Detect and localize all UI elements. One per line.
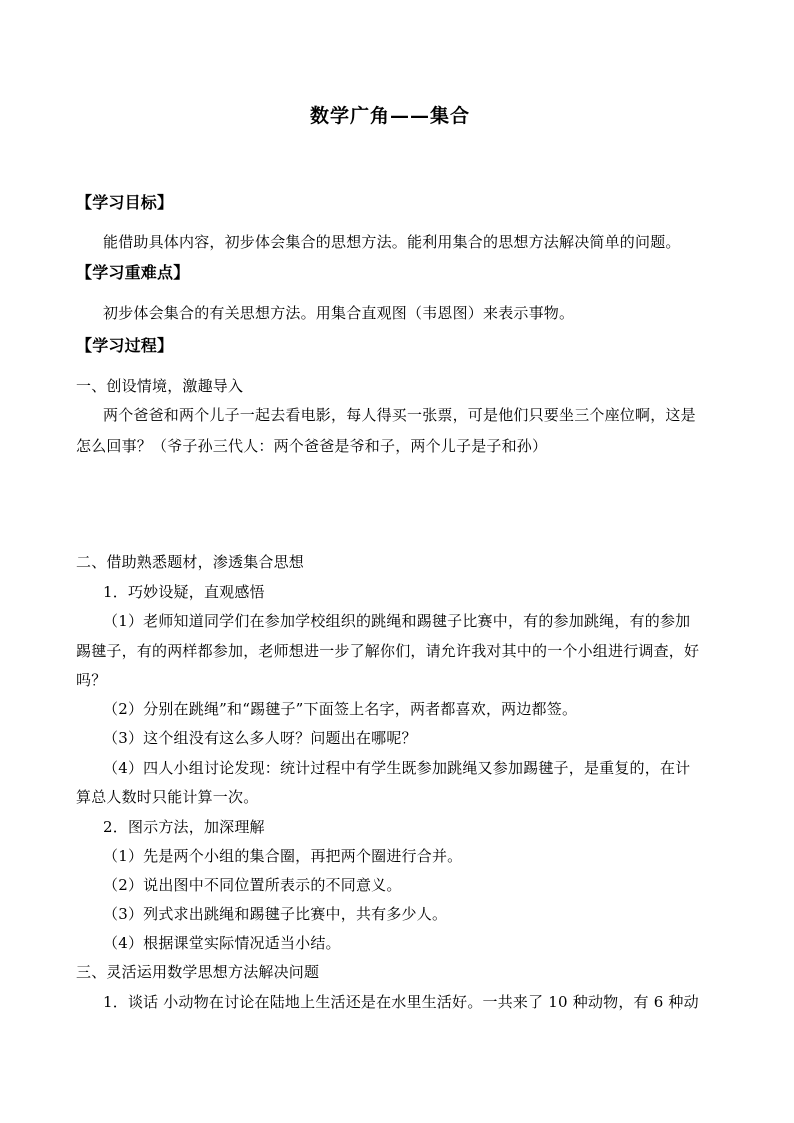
key-points-heading: 【学习重难点】 <box>76 263 190 282</box>
part2-q4: （4）根据课堂实际情况适当小结。 <box>103 934 341 952</box>
part2-p1-line3: 吗？ <box>76 671 107 689</box>
objectives-heading: 【学习目标】 <box>76 193 174 212</box>
part2-q2: （2）说出图中不同位置所表示的不同意义。 <box>103 876 402 894</box>
part2-p1-line2: 踢毽子，有的两样都参加，老师想进一步了解你们，请允许我对其中的一个小组进行调查，好 <box>76 642 700 660</box>
part3-heading: 三、灵活运用数学思想方法解决问题 <box>76 963 320 981</box>
part2-sub2: 2．图示方法，加深理解 <box>103 818 265 836</box>
part2-heading: 二、借助熟悉题材，渗透集合思想 <box>76 553 305 571</box>
page-title: 数学广角——集合 <box>310 105 471 127</box>
key-points-text: 初步体会集合的有关思想方法。用集合直观图（韦恩图）来表示事物。 <box>103 304 575 322</box>
process-heading: 【学习过程】 <box>76 336 174 355</box>
part2-p1-line1: （1）老师知道同学们在参加学校组织的跳绳和踢毽子比赛中，有的参加跳绳，有的参加 <box>103 612 691 630</box>
part1-heading: 一、创设情境，激趣导入 <box>76 377 244 395</box>
part1-line2: 怎么回事？（爷子孙三代人：两个爸爸是爷和子，两个儿子是子和孙） <box>76 437 548 455</box>
part2-q3: （3）列式求出跳绳和踢毽子比赛中，共有多少人。 <box>103 905 448 923</box>
part2-p4-line1: （4）四人小组讨论发现：统计过程中有学生既参加跳绳又参加踢毽子，是重复的，在计 <box>103 759 691 777</box>
objectives-text: 能借助具体内容，初步体会集合的思想方法。能利用集合的思想方法解决简单的问题。 <box>103 233 681 251</box>
part2-p4-line2: 算总人数时只能计算一次。 <box>76 788 259 806</box>
part2-sub1: 1．巧妙设疑，直观感悟 <box>103 583 265 601</box>
part1-line1: 两个爸爸和两个儿子一起去看电影，每人得买一张票，可是他们只要坐三个座位啊，这是 <box>103 406 696 424</box>
part2-p3: （3）这个组没有这么多人呀？问题出在哪呢？ <box>103 729 417 747</box>
part3-line1: 1．谈话 小动物在讨论在陆地上生活还是在水里生活好。一共来了 10 种动物，有 6 种动 <box>103 993 699 1011</box>
part2-p2: （2）分别在跳绳”和“踢毽子”下面签上名字，两者都喜欢，两边都签。 <box>103 700 578 718</box>
part2-q1: （1）先是两个小组的集合圈，再把两个圈进行合并。 <box>103 847 463 865</box>
